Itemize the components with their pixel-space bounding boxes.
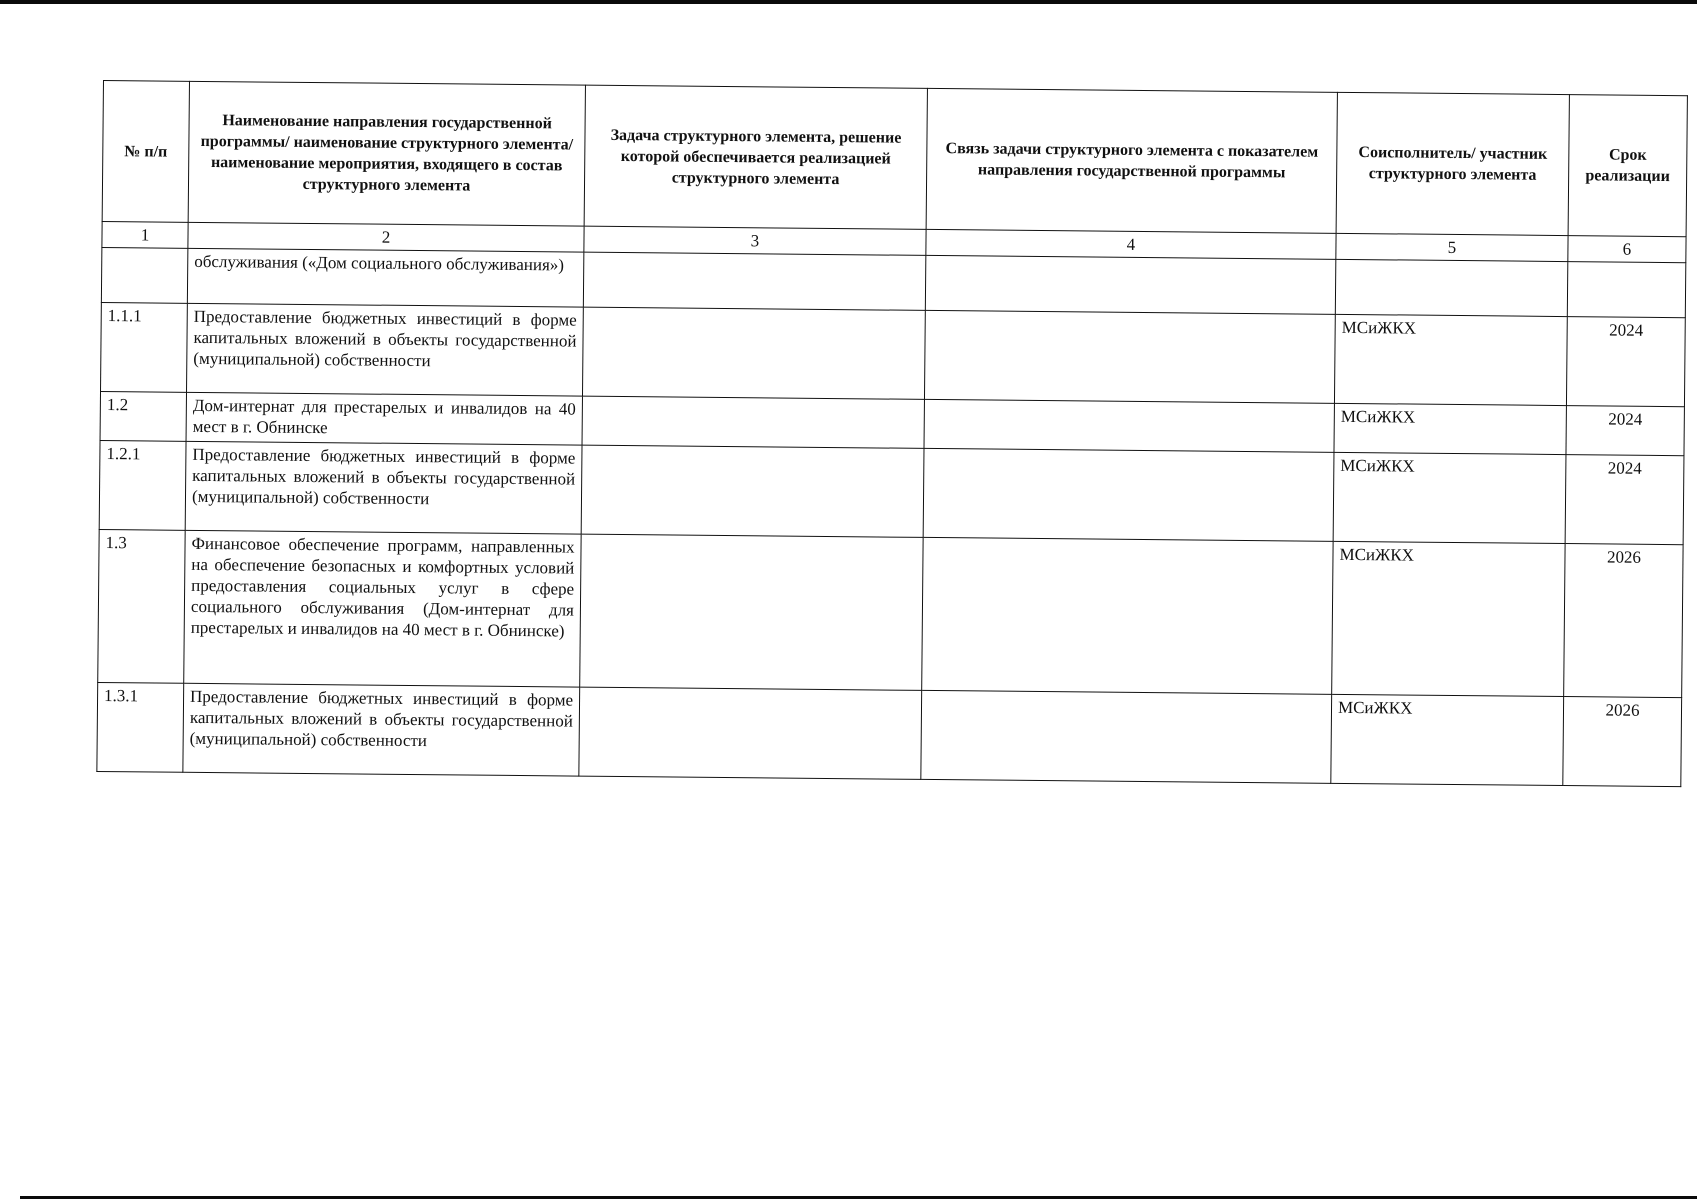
table-header-row (102, 81, 1687, 237)
header-link: Связь задачи структурного элемента с показателем направления государственной программы (926, 88, 1337, 233)
column-number: 1 (102, 221, 188, 248)
table-row (97, 682, 1682, 786)
header-term: Срок реализации (1568, 95, 1687, 237)
row-executor: МСиЖКХ (1331, 694, 1564, 785)
row-number: 1.3 (98, 529, 185, 683)
row-link (922, 537, 1333, 694)
row-task (583, 252, 926, 310)
column-number: 3 (584, 226, 926, 255)
row-executor: МСиЖКХ (1332, 541, 1565, 696)
row-number (101, 247, 188, 303)
row-term: 2026 (1563, 697, 1682, 787)
table-row (99, 440, 1684, 544)
row-link (921, 690, 1332, 783)
header-task: Задача структурного элемента, решение которой обеспечивается реализацией структурного элемента (584, 85, 927, 229)
row-name: Финансовое обеспечение программ, направленных на обеспечение безопасных и комфортных условий предоставления социальных услуг в сфере социального обслуживания (Дом-интернат для престарелых и инвалидов на 40 мест в г. Обнинске) (184, 530, 581, 687)
row-number: 1.1.1 (101, 302, 188, 392)
row-task (580, 534, 923, 690)
row-number: 1.2 (100, 391, 186, 441)
header-number: № п/п (102, 81, 189, 223)
column-number: 6 (1568, 236, 1686, 263)
table-row (101, 302, 1686, 406)
row-executor: МСиЖКХ (1333, 452, 1566, 543)
scan-border-top (0, 0, 1697, 4)
table-row (98, 529, 1683, 697)
row-executor (1335, 259, 1568, 316)
row-name: обслуживания («Дом социального обслуживания») (187, 248, 584, 307)
row-task (581, 445, 924, 537)
row-name: Предоставление бюджетных инвестиций в форме капитальных вложений в объекты государственной (муниципальной) собственности (185, 441, 582, 534)
row-term: 2024 (1565, 455, 1684, 545)
header-name: Наименование направления государственной программы/ наименование структурного элемента/наименование мероприятия, входящего в состав структурного элемента (188, 81, 585, 226)
row-task (579, 687, 922, 779)
row-link (924, 399, 1334, 452)
row-number: 1.3.1 (97, 682, 184, 772)
row-term: 2024 (1566, 406, 1684, 456)
program-structure-table (96, 80, 1688, 787)
row-term: 2024 (1566, 317, 1685, 407)
row-term: 2026 (1564, 544, 1683, 698)
row-term (1567, 262, 1686, 318)
document-table-container (96, 80, 1687, 787)
column-number: 2 (188, 222, 584, 252)
row-link (923, 448, 1334, 541)
row-task (582, 396, 924, 448)
row-link (925, 255, 1336, 314)
row-link (924, 310, 1335, 403)
row-name: Дом-интернат для престарелых и инвалидов на 40 мест в г. Обнинске (186, 392, 582, 445)
header-executor: Соисполнитель/ участник структурного элемента (1336, 92, 1569, 235)
row-executor: МСиЖКХ (1334, 314, 1567, 405)
row-name: Предоставление бюджетных инвестиций в форме капитальных вложений в объекты государственной (муниципальной) собственности (183, 683, 580, 776)
column-number: 5 (1336, 233, 1568, 261)
column-number: 4 (926, 229, 1336, 259)
row-name: Предоставление бюджетных инвестиций в форме капитальных вложений в объекты государственной (муниципальной) собственности (187, 303, 584, 396)
row-executor: МСиЖКХ (1334, 403, 1566, 454)
row-task (582, 307, 925, 399)
scan-border-bottom (20, 1196, 1697, 1199)
row-number: 1.2.1 (99, 440, 186, 530)
